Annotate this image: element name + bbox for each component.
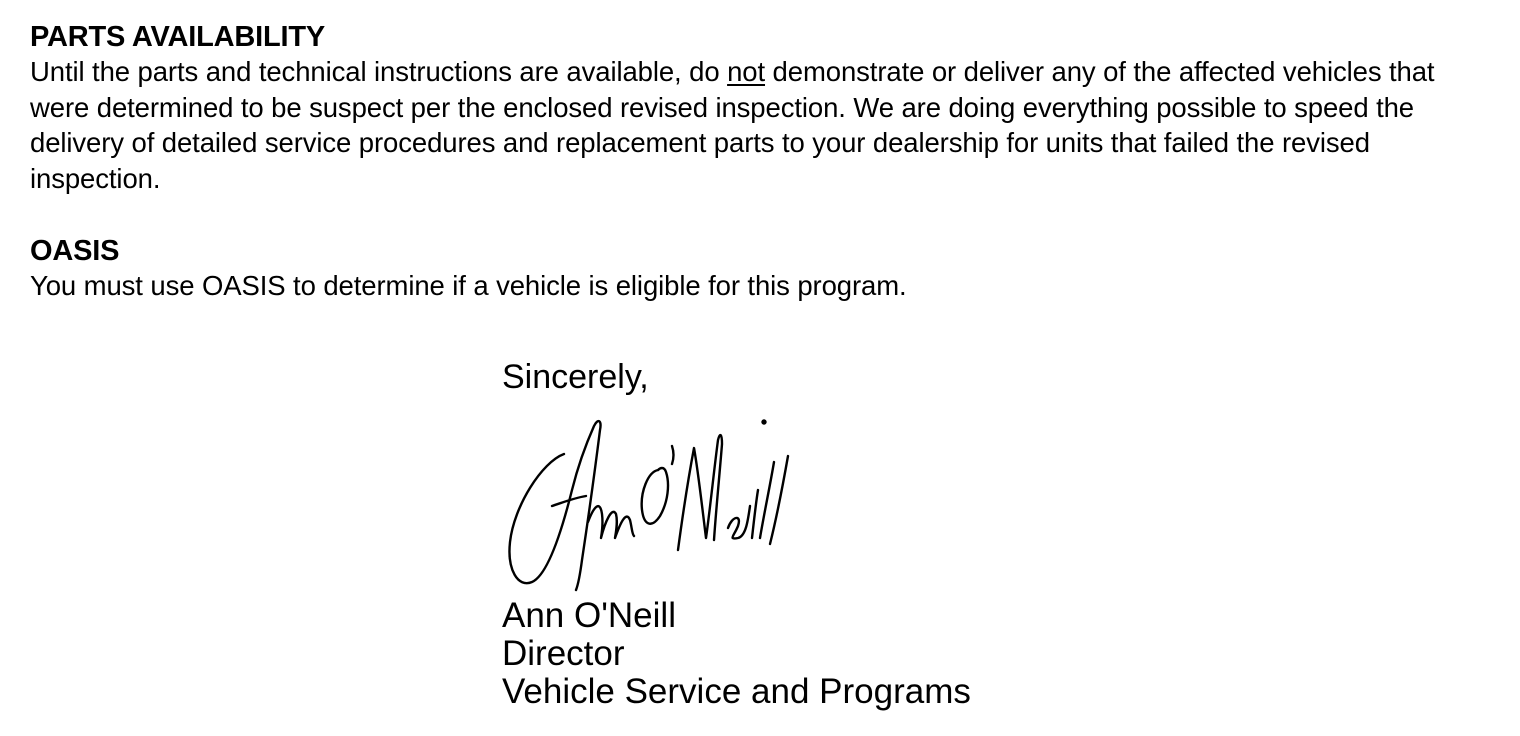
parts-availability-body [30,54,1500,196]
parts-body-pre: Until the parts and technical instructions are available, do [30,56,728,87]
parts-body-emphasis: not [727,56,766,87]
oasis-heading: OASIS [30,235,120,267]
closing-block [502,357,1202,397]
signer-block [502,597,1302,711]
parts-body-post: demonstrate or deliver any of the affected vehicles that were determined to be suspect per the enclosed revised inspection. We are doing everything possible to speed the delivery of detailed service procedures and replacement parts to your dealership for units that failed the revised inspection. [30,56,1435,194]
salutation: Sincerely, [502,358,649,396]
signer-name: Ann O'Neill [502,596,676,635]
handwritten-signature [502,410,802,600]
signer-department: Vehicle Service and Programs [502,672,971,711]
parts-availability-section [30,20,1500,196]
oasis-body: You must use OASIS to determine if a vehicle is eligible for this program. [30,270,907,301]
signer-title: Director [502,634,625,673]
oasis-section [30,234,1500,304]
parts-availability-heading: PARTS AVAILABILITY [30,21,325,53]
